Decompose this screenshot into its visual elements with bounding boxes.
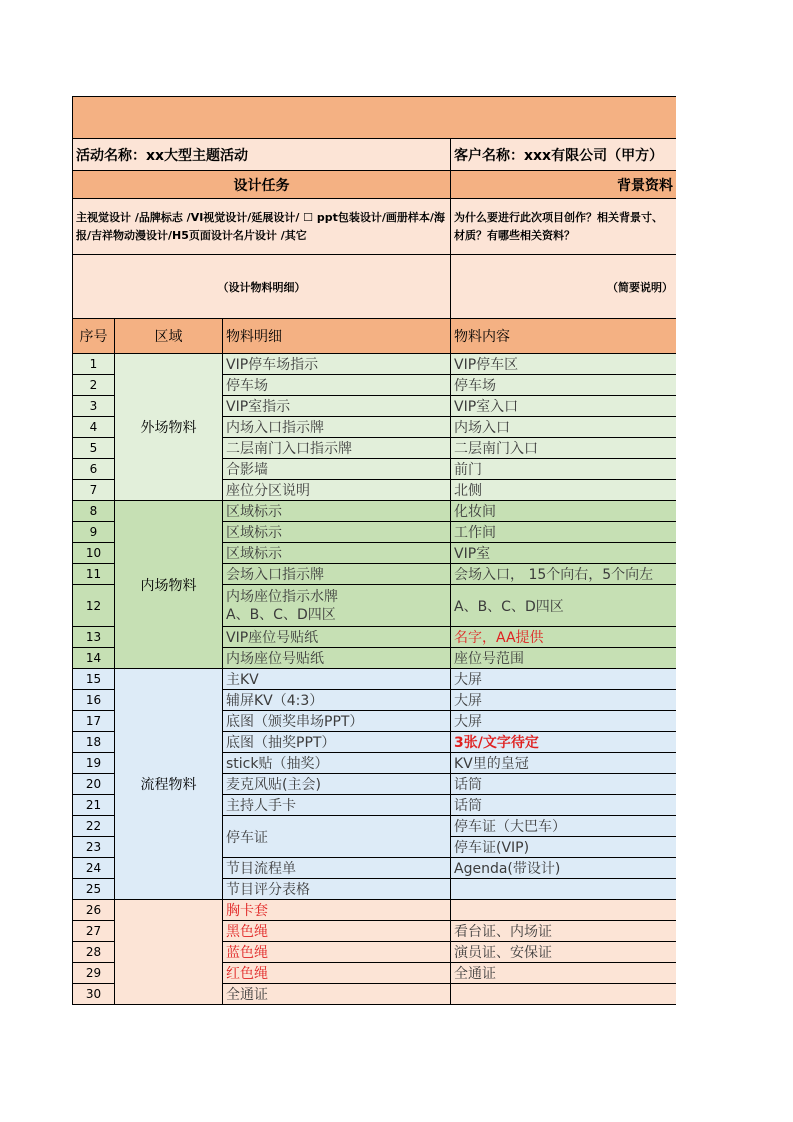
row-number: 8 — [73, 501, 115, 522]
design-task-header: 设计任务 — [73, 171, 451, 199]
table-row — [73, 669, 677, 690]
column-header-row — [73, 319, 677, 354]
row-number: 20 — [73, 774, 115, 795]
item-cell: 会场入口指示牌 — [223, 564, 451, 585]
item-cell: 区域标示 — [223, 501, 451, 522]
section-header-row — [73, 171, 677, 199]
content-cell — [451, 900, 677, 921]
content-cell: 北侧 — [451, 480, 677, 501]
row-number: 30 — [73, 984, 115, 1005]
content-cell: Agenda(带设计) — [451, 858, 677, 879]
activity-name: 活动名称：xx大型主题活动 — [73, 139, 451, 171]
item-cell: 黑色绳 — [223, 921, 451, 942]
item-cell: 主持人手卡 — [223, 795, 451, 816]
area-process: 流程物料 — [115, 669, 223, 900]
item-cell: 座位分区说明 — [223, 480, 451, 501]
content-cell — [451, 879, 677, 900]
item-cell: 内场座位号贴纸 — [223, 648, 451, 669]
background-header: 背景资料 — [451, 171, 677, 199]
row-number: 23 — [73, 837, 115, 858]
item-cell: VIP室指示 — [223, 396, 451, 417]
content-cell: 3张/文字待定 — [451, 732, 677, 753]
item-cell: VIP座位号贴纸 — [223, 627, 451, 648]
content-cell: 二层南门入口 — [451, 438, 677, 459]
item-cell: 胸卡套 — [223, 900, 451, 921]
content-cell: 前门 — [451, 459, 677, 480]
design-note: （设计物料明细） — [73, 255, 451, 319]
content-cell: 工作间 — [451, 522, 677, 543]
col-header-item: 物料明细 — [223, 319, 451, 354]
row-number: 4 — [73, 417, 115, 438]
row-number: 28 — [73, 942, 115, 963]
row-number: 3 — [73, 396, 115, 417]
row-number: 2 — [73, 375, 115, 396]
item-cell: 节目评分表格 — [223, 879, 451, 900]
table-row — [73, 900, 677, 921]
table-row — [73, 501, 677, 522]
item-cell: 底图（抽奖PPT） — [223, 732, 451, 753]
content-cell: 化妆间 — [451, 501, 677, 522]
row-number: 19 — [73, 753, 115, 774]
note-row — [73, 255, 677, 319]
title-cell — [73, 97, 677, 139]
title-band — [73, 97, 677, 139]
item-line: 内场座位指示水牌 — [226, 588, 338, 605]
row-number: 27 — [73, 921, 115, 942]
content-cell: 停车证（大巴车） — [451, 816, 677, 837]
background-note: （简要说明） — [451, 255, 677, 319]
row-number: 11 — [73, 564, 115, 585]
row-number: 17 — [73, 711, 115, 732]
description-row — [73, 199, 677, 255]
item-line: A、B、C、D四区 — [226, 606, 336, 623]
item-cell: 全通证 — [223, 984, 451, 1005]
item-cell: 主KV — [223, 669, 451, 690]
content-cell: 大屏 — [451, 711, 677, 732]
area-outdoor: 外场物料 — [115, 354, 223, 501]
item-cell: 节目流程单 — [223, 858, 451, 879]
item-cell: stick贴（抽奖） — [223, 753, 451, 774]
item-cell: VIP停车场指示 — [223, 354, 451, 375]
row-number: 16 — [73, 690, 115, 711]
item-cell: 停车场 — [223, 375, 451, 396]
area-badge — [115, 900, 223, 1005]
row-number: 18 — [73, 732, 115, 753]
item-cell: 内场入口指示牌 — [223, 417, 451, 438]
content-cell: 话筒 — [451, 795, 677, 816]
row-number: 1 — [73, 354, 115, 375]
design-description: 主视觉设计 /品牌标志 /VI视觉设计/延展设计/ ☐ ppt包装设计/画册样本/海报/吉祥物动漫设计/H5页面设计名片设计 /其它 — [73, 199, 451, 255]
row-number: 13 — [73, 627, 115, 648]
item-cell: 区域标示 — [223, 543, 451, 564]
row-number: 22 — [73, 816, 115, 837]
item-cell: 停车证 — [223, 816, 451, 858]
content-cell: 全通证 — [451, 963, 677, 984]
content-cell: 停车证(VIP) — [451, 837, 677, 858]
content-cell: 名字，AA提供 — [451, 627, 677, 648]
col-header-area: 区域 — [115, 319, 223, 354]
row-number: 6 — [73, 459, 115, 480]
row-number: 21 — [73, 795, 115, 816]
background-description: 为什么要进行此次项目创作？相关背景寸、材质？有哪些相关资料？ — [451, 199, 677, 255]
row-number: 7 — [73, 480, 115, 501]
client-name: 客户名称：xxx有限公司（甲方） — [451, 139, 677, 171]
row-number: 26 — [73, 900, 115, 921]
content-cell: VIP室入口 — [451, 396, 677, 417]
table-row — [73, 354, 677, 375]
content-cell: 看台证、内场证 — [451, 921, 677, 942]
content-cell: KV里的皇冠 — [451, 753, 677, 774]
content-cell: VIP室 — [451, 543, 677, 564]
area-indoor: 内场物料 — [115, 501, 223, 669]
content-cell: 大屏 — [451, 690, 677, 711]
content-cell: A、B、C、D四区 — [451, 585, 677, 627]
row-number: 15 — [73, 669, 115, 690]
spreadsheet — [72, 96, 676, 1008]
item-cell: 麦克风贴(主会) — [223, 774, 451, 795]
item-cell: 辅屏KV（4:3） — [223, 690, 451, 711]
row-number: 24 — [73, 858, 115, 879]
content-cell: 演员证、安保证 — [451, 942, 677, 963]
design-brief-table — [72, 96, 676, 1005]
col-header-content: 物料内容 — [451, 319, 677, 354]
content-cell: 停车场 — [451, 375, 677, 396]
content-cell: 内场入口 — [451, 417, 677, 438]
item-cell: 底图（颁奖串场PPT） — [223, 711, 451, 732]
row-number: 25 — [73, 879, 115, 900]
row-number: 5 — [73, 438, 115, 459]
content-cell: 大屏 — [451, 669, 677, 690]
content-cell: 座位号范围 — [451, 648, 677, 669]
item-cell — [223, 585, 451, 627]
row-number: 9 — [73, 522, 115, 543]
item-cell: 二层南门入口指示牌 — [223, 438, 451, 459]
item-cell: 区域标示 — [223, 522, 451, 543]
col-header-no: 序号 — [73, 319, 115, 354]
item-cell: 红色绳 — [223, 963, 451, 984]
content-cell: 话筒 — [451, 774, 677, 795]
content-cell: VIP停车区 — [451, 354, 677, 375]
row-number: 12 — [73, 585, 115, 627]
item-cell: 蓝色绳 — [223, 942, 451, 963]
info-row — [73, 139, 677, 171]
row-number: 14 — [73, 648, 115, 669]
row-number: 29 — [73, 963, 115, 984]
item-cell: 合影墙 — [223, 459, 451, 480]
content-cell: 会场入口， 15个向右，5个向左 — [451, 564, 677, 585]
content-cell — [451, 984, 677, 1005]
row-number: 10 — [73, 543, 115, 564]
